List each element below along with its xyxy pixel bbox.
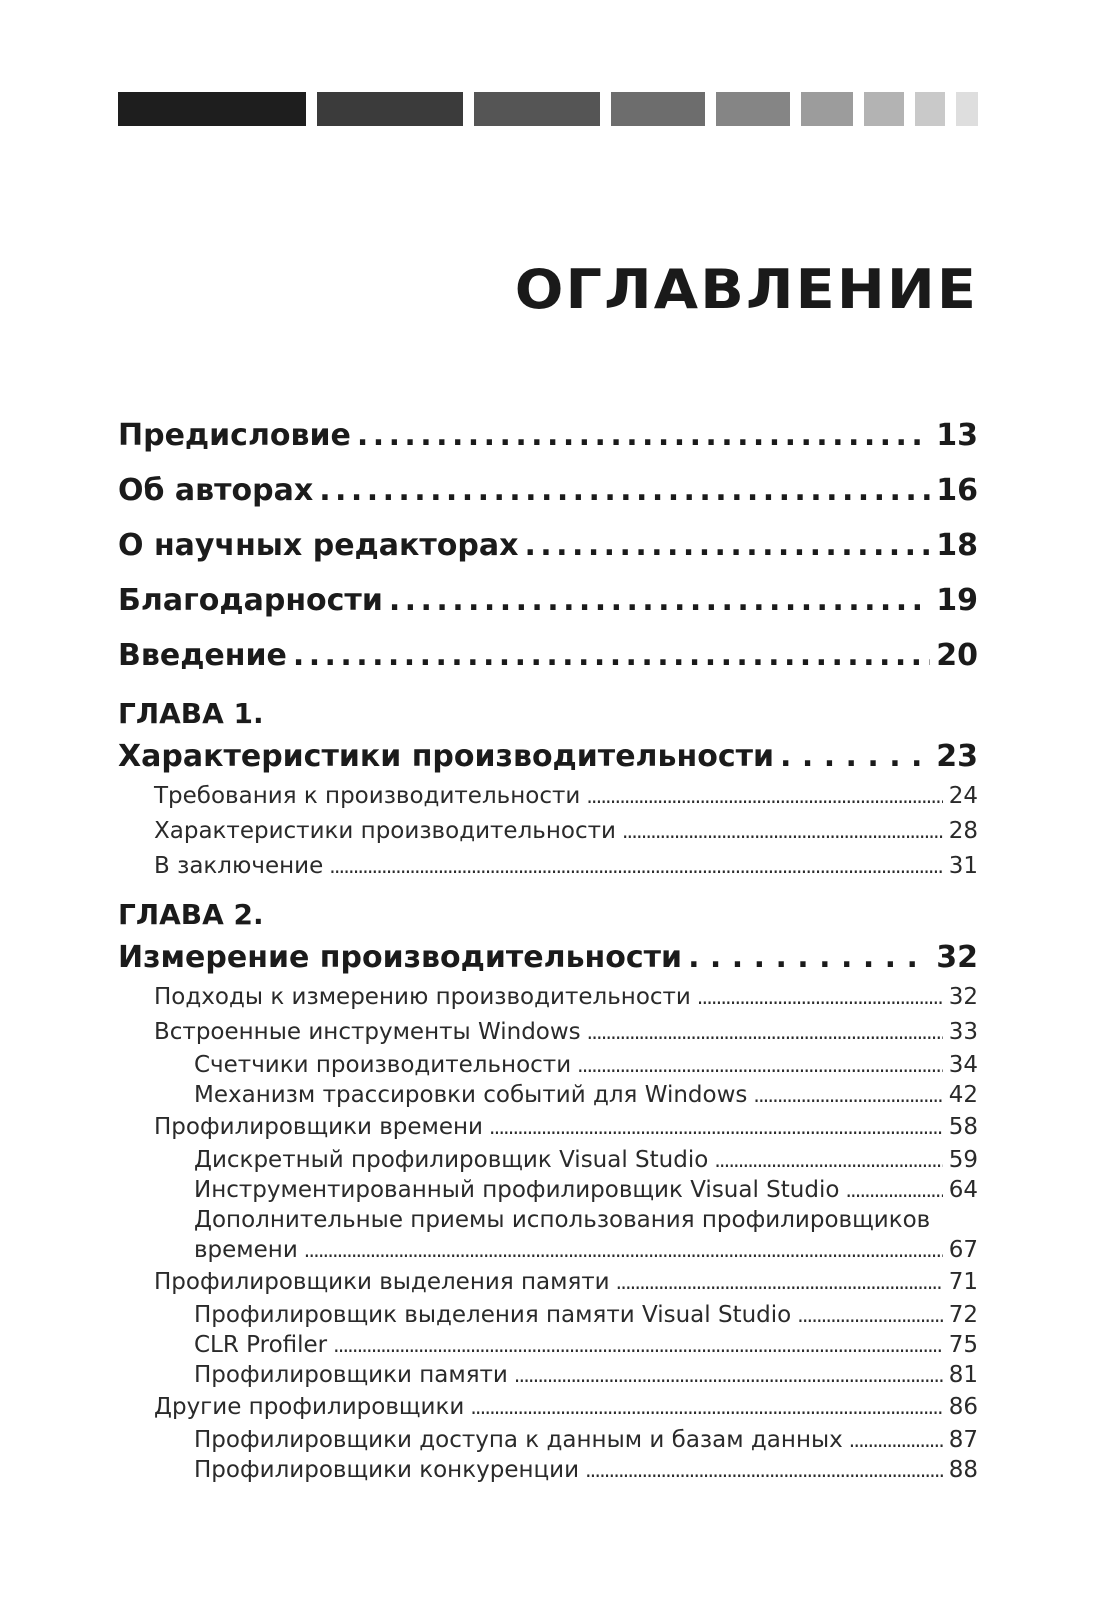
toc-entry-about-editors[interactable] bbox=[118, 518, 978, 573]
subsection-title: CLR Profiler bbox=[194, 1332, 328, 1358]
header-bar bbox=[611, 92, 705, 126]
toc-section[interactable] bbox=[118, 1110, 978, 1145]
toc-section[interactable] bbox=[118, 814, 978, 849]
toc-subsection[interactable] bbox=[118, 1300, 978, 1330]
toc-entry-chapter-1[interactable] bbox=[118, 735, 978, 779]
dot-leader bbox=[319, 463, 930, 518]
subsection-page: 81 bbox=[948, 1362, 978, 1388]
chapter-title: Характеристики производительности bbox=[118, 739, 775, 774]
dot-leader bbox=[714, 1145, 942, 1175]
subsection-title: Дискретный профилировщик Visual Studio bbox=[194, 1147, 709, 1173]
subsection-title: Механизм трассировки событий для Windows bbox=[194, 1082, 748, 1108]
page-title: ОГЛАВЛЕНИЕ bbox=[514, 258, 978, 321]
dot-leader bbox=[622, 814, 943, 849]
entry-title: Предисловие bbox=[118, 418, 351, 453]
entry-title: Об авторах bbox=[118, 473, 314, 508]
chapter-title: Измерение производительности bbox=[118, 940, 683, 975]
subsection-page: 67 bbox=[948, 1237, 978, 1263]
toc-section[interactable] bbox=[118, 980, 978, 1015]
subsection-page: 88 bbox=[948, 1457, 978, 1483]
chapter-page: 23 bbox=[936, 739, 978, 774]
dot-leader bbox=[616, 1265, 943, 1300]
table-of-contents bbox=[118, 408, 978, 1485]
chapter-page: 32 bbox=[936, 940, 978, 975]
dot-leader bbox=[697, 980, 943, 1015]
dot-leader bbox=[797, 1300, 942, 1330]
toc-subsection[interactable] bbox=[118, 1330, 978, 1360]
section-page: 71 bbox=[948, 1269, 978, 1295]
dot-leader bbox=[304, 1235, 943, 1265]
dot-leader bbox=[333, 1330, 943, 1360]
subsection-page: 72 bbox=[948, 1302, 978, 1328]
dot-leader bbox=[357, 408, 930, 463]
subsection-page: 34 bbox=[948, 1052, 978, 1078]
subsection-title: Профилировщики памяти bbox=[194, 1362, 508, 1388]
subsection-page: 64 bbox=[948, 1177, 978, 1203]
toc-subsection[interactable] bbox=[118, 1175, 978, 1205]
section-title: Профилировщики выделения памяти bbox=[154, 1269, 610, 1295]
header-bar bbox=[317, 92, 463, 126]
toc-section[interactable] bbox=[118, 1390, 978, 1425]
toc-entry-acknowledgments[interactable] bbox=[118, 573, 978, 628]
toc-subsection[interactable] bbox=[118, 1080, 978, 1110]
chapter-2-label: ГЛАВА 2. bbox=[118, 898, 264, 931]
dot-leader bbox=[389, 573, 930, 628]
section-title: Другие профилировщики bbox=[154, 1394, 465, 1420]
section-page: 33 bbox=[948, 1019, 978, 1045]
dot-leader bbox=[514, 1360, 943, 1390]
toc-section[interactable] bbox=[118, 779, 978, 814]
toc-entry-preface[interactable] bbox=[118, 408, 978, 463]
section-title: Профилировщики времени bbox=[154, 1114, 484, 1140]
header-bar bbox=[118, 92, 306, 126]
toc-entry-chapter-2[interactable] bbox=[118, 936, 978, 980]
section-page: 24 bbox=[948, 783, 978, 809]
toc-subsection[interactable] bbox=[118, 1235, 978, 1265]
dot-leader bbox=[489, 1110, 943, 1145]
chapter-1-label: ГЛАВА 1. bbox=[118, 697, 264, 730]
subsection-title: времени bbox=[194, 1237, 298, 1263]
entry-page: 20 bbox=[936, 638, 978, 673]
header-bar bbox=[474, 92, 600, 126]
toc-subsection[interactable] bbox=[118, 1455, 978, 1485]
dot-leader bbox=[293, 628, 930, 683]
toc-entry-about-authors[interactable] bbox=[118, 463, 978, 518]
header-bar bbox=[716, 92, 790, 126]
header-bar bbox=[956, 92, 978, 126]
header-bar bbox=[864, 92, 904, 126]
toc-entry-introduction[interactable] bbox=[118, 628, 978, 683]
dot-leader bbox=[753, 1080, 942, 1110]
section-title: Подходы к измерению производительности bbox=[154, 984, 691, 1010]
toc-section[interactable] bbox=[118, 1265, 978, 1300]
section-title: Встроенные инструменты Windows bbox=[154, 1019, 581, 1045]
subsection-page: 87 bbox=[948, 1427, 978, 1453]
header-bar bbox=[801, 92, 853, 126]
dot-leader bbox=[849, 1425, 943, 1455]
section-page: 58 bbox=[948, 1114, 978, 1140]
header-bar bbox=[915, 92, 945, 126]
toc-subsection[interactable] bbox=[118, 1360, 978, 1390]
entry-page: 19 bbox=[936, 583, 978, 618]
entry-title: Благодарности bbox=[118, 583, 383, 618]
dot-leader bbox=[524, 518, 930, 573]
toc-subsection[interactable] bbox=[118, 1145, 978, 1175]
toc-section[interactable] bbox=[118, 849, 978, 884]
entry-page: 18 bbox=[936, 528, 978, 563]
entry-title: Введение bbox=[118, 638, 287, 673]
toc-subsection[interactable] bbox=[118, 1050, 978, 1080]
dot-leader bbox=[688, 936, 930, 980]
subsection-title: Профилировщик выделения памяти Visual Studio bbox=[194, 1302, 792, 1328]
section-page: 31 bbox=[948, 853, 978, 879]
subsection-title: Профилировщики доступа к данным и базам данных bbox=[194, 1427, 843, 1453]
dot-leader bbox=[587, 1015, 943, 1050]
subsection-title: Профилировщики конкуренции bbox=[194, 1457, 580, 1483]
dot-leader bbox=[577, 1050, 943, 1080]
dot-leader bbox=[780, 735, 930, 779]
toc-subsection[interactable] bbox=[118, 1425, 978, 1455]
subsection-page: 75 bbox=[948, 1332, 978, 1358]
section-title: Требования к производительности bbox=[154, 783, 581, 809]
dot-leader bbox=[586, 779, 942, 814]
subsection-title: Инструментированный профилировщик Visual Studio bbox=[194, 1177, 840, 1203]
entry-page: 13 bbox=[936, 418, 978, 453]
section-title: В заключение bbox=[154, 853, 324, 879]
dot-leader bbox=[329, 849, 942, 884]
subsection-title: Счетчики производительности bbox=[194, 1052, 572, 1078]
toc-subsection-wrapped-line[interactable]: Дополнительные приемы использования профилировщиков bbox=[194, 1207, 931, 1233]
entry-page: 16 bbox=[936, 473, 978, 508]
dot-leader bbox=[585, 1455, 943, 1485]
section-title: Характеристики производительности bbox=[154, 818, 616, 844]
section-page: 86 bbox=[948, 1394, 978, 1420]
entry-title: О научных редакторах bbox=[118, 528, 519, 563]
dot-leader bbox=[470, 1390, 942, 1425]
dot-leader bbox=[845, 1175, 942, 1205]
section-page: 32 bbox=[948, 984, 978, 1010]
section-page: 28 bbox=[948, 818, 978, 844]
toc-section[interactable] bbox=[118, 1015, 978, 1050]
subsection-page: 59 bbox=[948, 1147, 978, 1173]
subsection-page: 42 bbox=[948, 1082, 978, 1108]
